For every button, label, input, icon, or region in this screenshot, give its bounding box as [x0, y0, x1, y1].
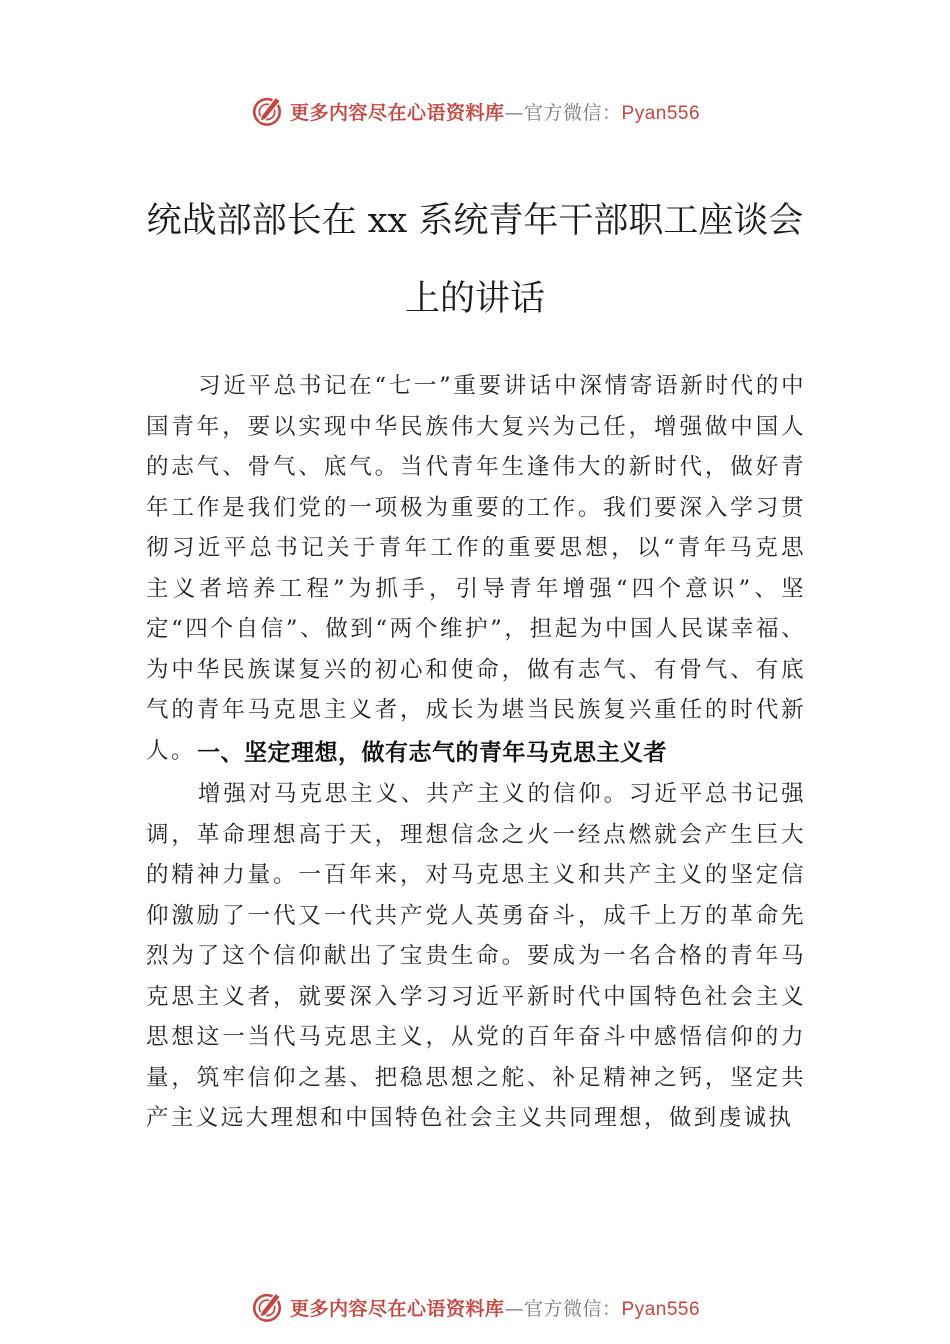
document-title: [120, 182, 830, 338]
watermark-library: 更多内容尽在心语资料库: [289, 101, 505, 124]
watermark-library: 更多内容尽在心语资料库: [289, 1297, 505, 1320]
pen-logo-icon: [250, 1290, 284, 1324]
watermark-wechat-id: Pyan556: [621, 1298, 701, 1320]
section-heading-1: 一、坚定理想，做有志气的青年马克思主义者: [197, 740, 667, 766]
watermark-separator: —: [504, 101, 524, 124]
watermark-footer: [0, 1290, 950, 1324]
title-line-1: 统战部部长在 xx 系统青年干部职工座谈会: [146, 201, 804, 241]
watermark-wechat-id: Pyan556: [621, 102, 701, 124]
paragraph-intro: 习近平总书记在“七一”重要讲话中深情寄语新时代的中国青年，要以实现中华民族伟大复兴为己任，增强做中国人的志气、骨气、底气。当代青年生逢伟大的新时代，做好青年工作是我们党的一项极为重要的工作。我们要深入学习贯彻习近平总书记关于青年工作的重要思想，以“青年马克思主义者培养工程”为抓手，引导青年增强“四个意识”、坚定“四个自信”、做到“两个维护”，担起为中国人民谋幸福、为中华民族谋复兴的初心和使命，做有志气、有骨气、有底气的青年马克思主义者，成长为堪当民族复兴重任的时代新人。: [146, 373, 806, 764]
watermark-label: 官方微信: [523, 1297, 602, 1320]
paragraph-section-1: 增强对马克思主义、共产主义的信仰。习近平总书记强调，革命理想高于天，理想信念之火一经点燃就会产生巨大的精神力量。一百年来，对马克思主义和共产主义的坚定信仰激励了一代又一代共产党人英勇奋斗，成千上万的革命先烈为了这个信仰献出了宝贵生命。要成为一名合格的青年马克思主义者，就要深入学习习近平新时代中国特色社会主义思想这一当代马克思主义，从党的百年奋斗中感悟信仰的力量，筑牢信仰之基、把稳思想之舵、补足精神之钙，坚定共产主义远大理想和中国特色社会主义共同理想，做到虔诚执: [146, 781, 806, 1131]
watermark-label: 官方微信: [523, 101, 602, 124]
title-line-2: 上的讲话: [404, 279, 545, 319]
watermark-colon: ：: [602, 101, 622, 124]
pen-logo-icon: [250, 94, 284, 128]
watermark-text: [290, 1294, 700, 1321]
watermark-text: [290, 98, 700, 125]
watermark-header: [0, 94, 950, 128]
watermark-colon: ：: [602, 1297, 622, 1320]
watermark-separator: —: [504, 1297, 524, 1320]
